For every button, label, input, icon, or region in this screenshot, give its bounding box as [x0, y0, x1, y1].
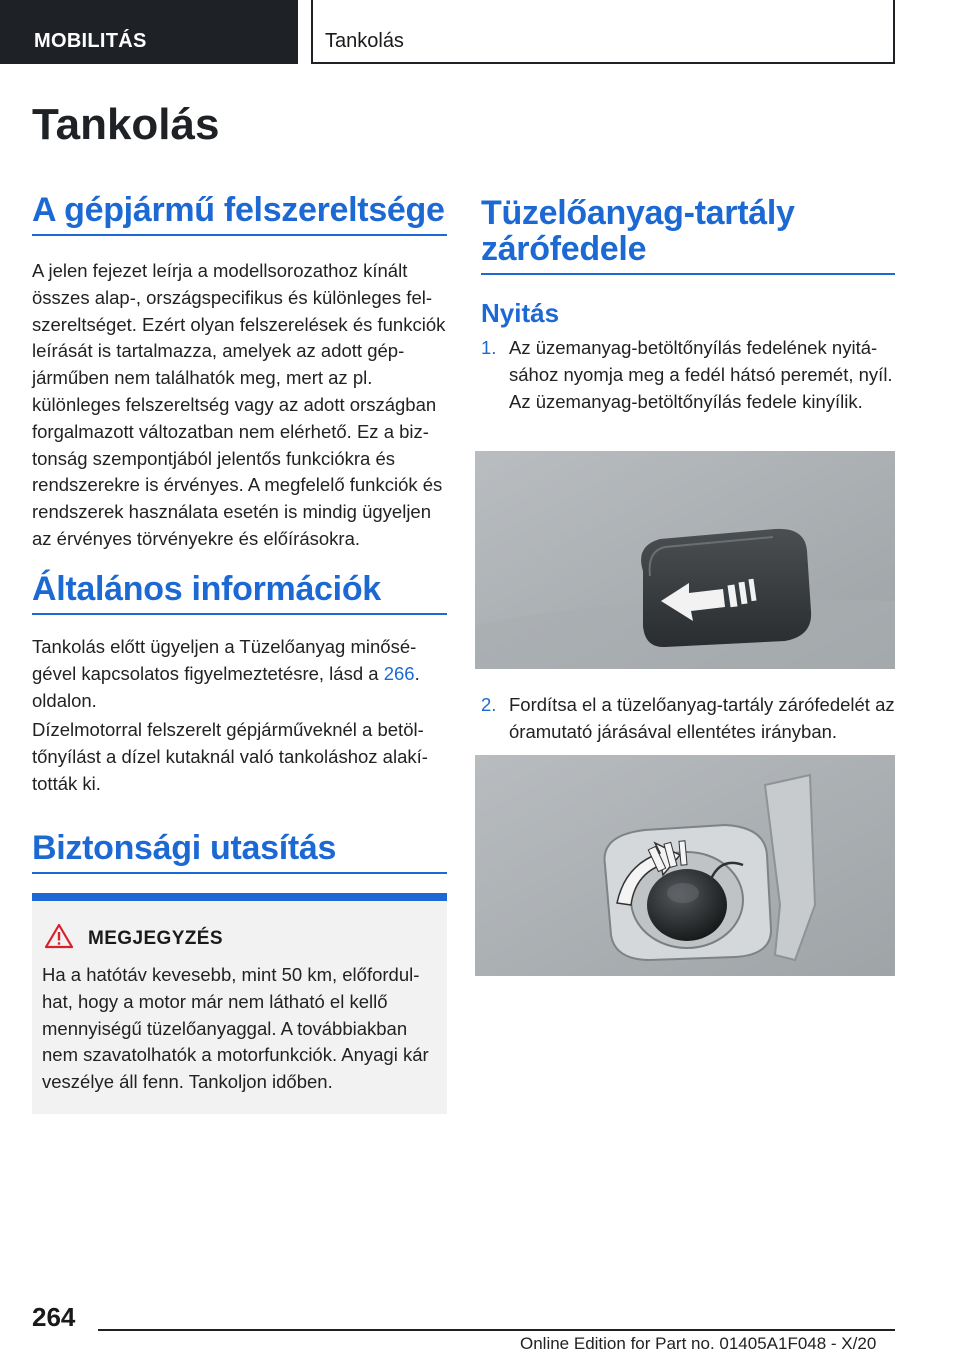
step-number: 1.: [481, 337, 497, 358]
notice-box: [32, 893, 447, 1114]
fuel-cap-turn-figure: [475, 755, 895, 976]
general-paragraph-2: Dízelmotorral felszerelt gépjárműveknél a betöltőnyílást a dízel kutaknál való tankoláshoz alakították ki.: [32, 719, 428, 794]
notice-header: [42, 923, 435, 954]
notice-body: Ha a hatótáv kevesebb, mint 50 km, előfordulhat, hogy a motor már nem látható el kellő mennyiségű tüzelőanyaggal. A továbbiakban nem szavatolhatók a motorfunkciók. Anyagi kár veszélye áll fenn. Tankoljon időben.: [42, 964, 429, 1093]
heading-equipment: A gépjármű felszereltsége: [32, 192, 447, 236]
steps-list-1: [481, 335, 895, 415]
heading-fuel-cap: Tüzelőanyag-tartály zárófedele: [481, 195, 895, 275]
fuel-flap-press-figure: [475, 451, 895, 669]
notice-title: MEGJEGYZÉS: [88, 927, 223, 949]
page-number: 264: [32, 1302, 76, 1332]
heading-general-info: Általános információk: [32, 571, 447, 615]
footer-divider: [98, 1329, 895, 1331]
step-text: Az üzemanyag-betöltőnyílás fedelének nyitásához nyomja meg a fedél hátsó peremét, nyíl. Az üzemanyag-betöltőnyílás fedele kinyílik.: [509, 337, 893, 412]
general-p1-text: Tankolás előtt ügyeljen a Tüzelőanyag minőségével kapcsolatos figyelmeztetésre, lásd a: [32, 636, 417, 684]
step-number: 2.: [481, 694, 497, 715]
heading-safety: Biztonsági utasítás: [32, 830, 447, 874]
step-1: [481, 335, 895, 415]
step-2: [481, 692, 895, 746]
general-p1-tail: . oldalon.: [32, 662, 420, 711]
equipment-paragraph: A jelen fejezet leírja a modellsorozathoz kínált összes alap-, országspecifikus és különleges felszereltséget. Ezért olyan felszerelések és funkciók leírását is tartalmazza, amelyek az adott gépjárműben nem találhatók meg, mert az pl. különleges felszereltség vagy az adott országban forgalmazott változatban nem elérhető. Ez a biztonság szempontjából jelentős funkciókra és rendszerekre is érvényes. A megfelelő funkciók és rendszerek használata esetén is mindig ügyeljen az érvényes törvényekre és előírásokra.: [32, 260, 446, 549]
step-text: Fordítsa el a tüzelőanyag-tartály zárófedelét az óramutató járásával ellentétes irányban.: [509, 694, 895, 742]
chapter-tab: Tankolás: [311, 0, 895, 64]
section-tab: MOBILITÁS: [0, 0, 298, 64]
steps-list-2: [481, 692, 895, 746]
page-title: Tankolás: [32, 100, 220, 149]
footer-edition: Online Edition for Part no. 01405A1F048 - X/20: [520, 1334, 877, 1353]
subheading-opening: Nyitás: [481, 298, 560, 328]
general-paragraph-1: [32, 634, 447, 714]
page-reference-link[interactable]: 266: [383, 662, 415, 684]
warning-triangle-icon: [44, 923, 74, 954]
